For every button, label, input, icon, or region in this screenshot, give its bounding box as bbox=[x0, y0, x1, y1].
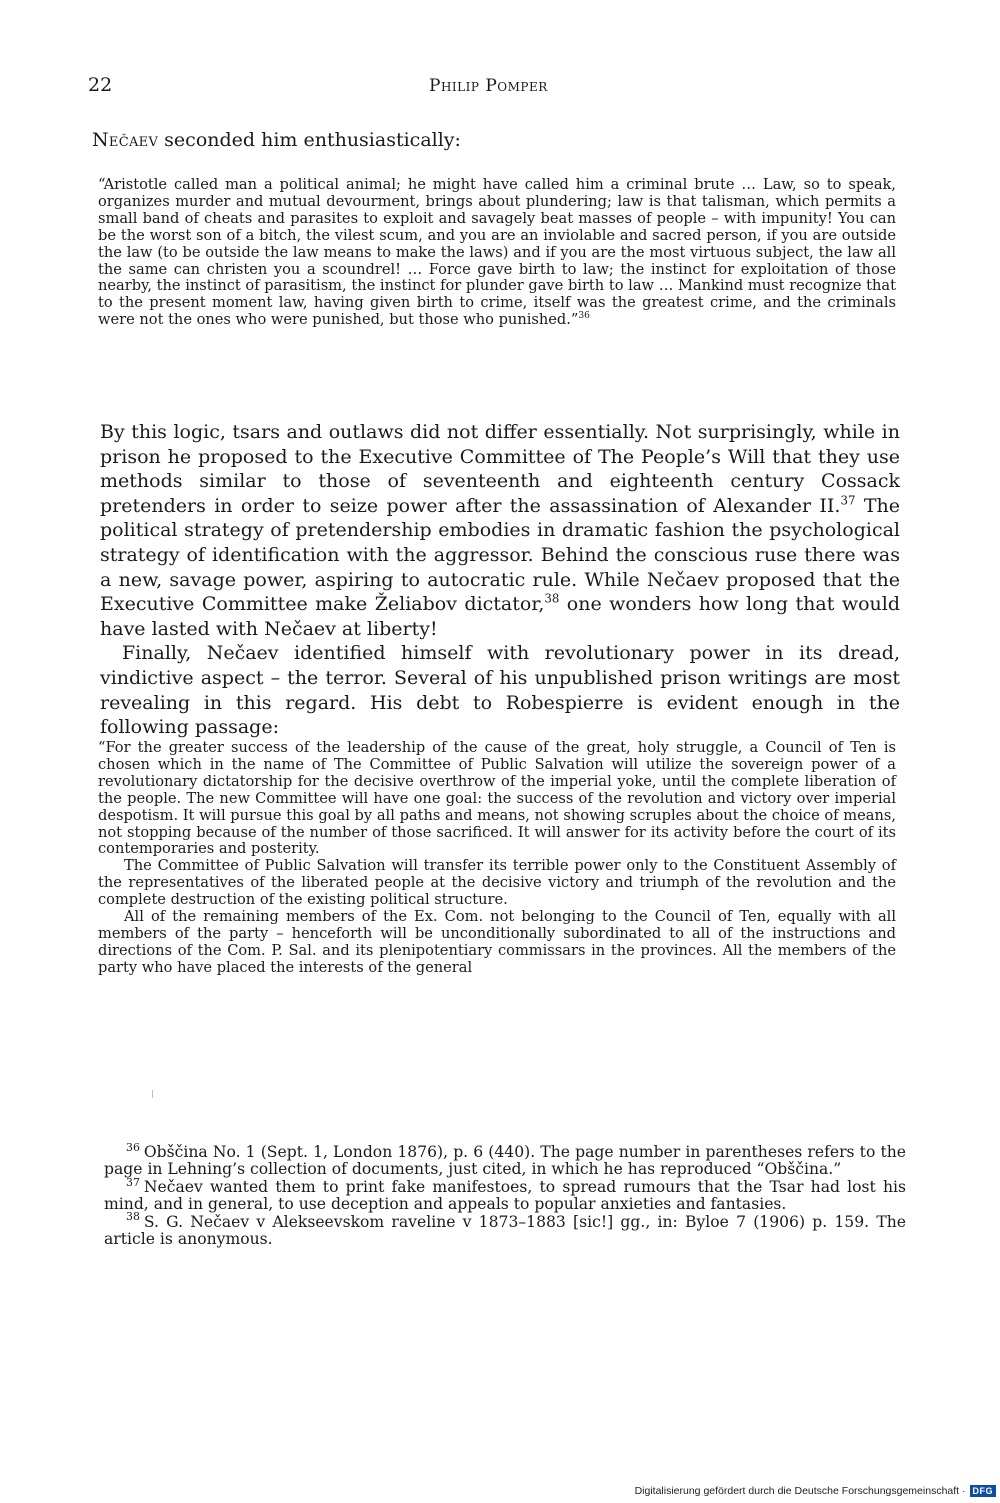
footnote-37-text: Nečaev wanted them to print fake manifestoes, to spread rumours that the Tsar had lost his mind, and in general, to use deception and appeals to popular anxieties and fantasies. bbox=[104, 1177, 906, 1214]
footnote-38-number: 38 bbox=[126, 1210, 140, 1224]
dfg-logo-icon: DFG bbox=[970, 1485, 997, 1497]
lead-name: Nečaev bbox=[92, 129, 159, 151]
note-ref-38: 38 bbox=[544, 591, 560, 606]
note-ref-36: 36 bbox=[578, 311, 590, 322]
block-quote-2 bbox=[98, 740, 896, 977]
footnote-36-number: 36 bbox=[126, 1140, 140, 1154]
body-paragraph-2: Finally, Nečaev identified himself with revolutionary power in its dread, vindictive aspect – the terror. Several of his unpublished prison writings are most revealing in this regard. His debt to Robespierre is evident enough in the following passage: bbox=[100, 642, 900, 739]
footnote-36-text: Obščina No. 1 (Sept. 1, London 1876), p. 6 (440). The page number in parentheses refers to the page in Lehning’s collection of documents, just cited, in which he has reproduced “Obščina.” bbox=[104, 1143, 906, 1179]
page-number: 22 bbox=[88, 74, 113, 96]
footnotes bbox=[104, 1140, 906, 1249]
block-quote-1-text: “Aristotle called man a political animal; he might have called him a criminal brute … Law, so to speak, organizes murder and mutual devourment, brings about plundering; law is that talisman, which permits a small band of cheats and parasites to exploit and savagely beat masses of people – with impunity! You can be the worst son of a bitch, the vilest scum, and you are an inviolable and sacred person, if you are outside the law (to be outside the law means to make the laws) and if you are the most virtuous subject, the law all the same can christen you a scoundrel! … Force gave birth to law; the instinct for exploitation of those nearby, the instinct of parasitism, the instinct for plunder gave birth to law … Mankind must recognize that to the present moment law, having given birth to crime, itself was the greatest crime, and the criminals were not the ones who were punished, but those who punished.” bbox=[98, 176, 896, 329]
footnote-38-text: S. G. Nečaev v Alekseevskom raveline v 1873–1883 [sic!] gg., in: Byloe 7 (1906) p. 159. The article is anonymous. bbox=[104, 1212, 906, 1249]
body-paragraph-1-part-c: one wonders how long that would have lasted with Nečaev at liberty! bbox=[100, 593, 901, 640]
funding-text: Digitalisierung gefördert durch die Deutsche Forschungsgemeinschaft · bbox=[634, 1485, 966, 1497]
body-text bbox=[100, 420, 900, 740]
body-paragraph-1 bbox=[100, 420, 900, 641]
block-quote-2-paragraph-1: “For the greater success of the leadership of the cause of the great, holy struggle, a Council of Ten is chosen which in the name of The Committee of Public Salvation will utilize the sovereign power of a revolutionary dictatorship for the decisive overthrow of the imperial yoke, until the complete liberation of the people. The new Committee will have one goal: the success of the revolution and victory over imperial despotism. It will pursue this goal by all paths and means, not showing scruples about the choice of means, not stopping because of the number of those sacrificed. It will answer for its activity before the court of its contemporaries and posterity. bbox=[98, 739, 896, 858]
body-paragraph-1-part-b: The political strategy of pretendership embodies in dramatic fashion the psychological strategy of identification with the aggressor. Behind the conscious ruse there was a new, savage power, aspiring to autocratic rule. While Nečaev proposed that the Executive Committee make Želiabov dictator, bbox=[100, 494, 900, 616]
block-quote-2-paragraph-2: The Committee of Public Salvation will transfer its terrible power only to the Constituent Assembly of the representatives of the liberated people at the decisive victory and triumph of the revolution and the complete destruction of the existing political structure. bbox=[98, 857, 896, 909]
scan-mark bbox=[152, 1090, 153, 1098]
block-quote-1-paragraph bbox=[98, 177, 896, 329]
note-ref-37: 37 bbox=[840, 493, 856, 508]
running-head: Philip Pomper bbox=[429, 76, 548, 96]
footnote-38 bbox=[104, 1210, 906, 1249]
footnote-36 bbox=[104, 1140, 906, 1179]
footnote-37 bbox=[104, 1175, 906, 1214]
body-paragraph-1-part-a: By this logic, tsars and outlaws did not differ essentially. Not surprisingly, while in prison he proposed to the Executive Committee of The People’s Will that they use methods similar to those of seventeenth and eighteenth century Cossack pretenders in order to seize power after the assassination of Alexander II. bbox=[100, 421, 900, 517]
block-quote-2-paragraph-3: All of the remaining members of the Ex. Com. not belonging to the Council of Ten, equally with all members of the party – henceforth will be unconditionally subordinated to all of the instructions and directions of the Com. P. Sal. and its plenipotentiary commissars in the provinces. All the members of the party who have placed the interests of the general bbox=[98, 908, 896, 976]
funding-notice bbox=[635, 1485, 996, 1497]
block-quote-1 bbox=[98, 177, 896, 329]
lead-sentence bbox=[92, 129, 461, 151]
footnote-37-number: 37 bbox=[126, 1175, 140, 1189]
lead-text: seconded him enthusiastically: bbox=[158, 129, 461, 151]
